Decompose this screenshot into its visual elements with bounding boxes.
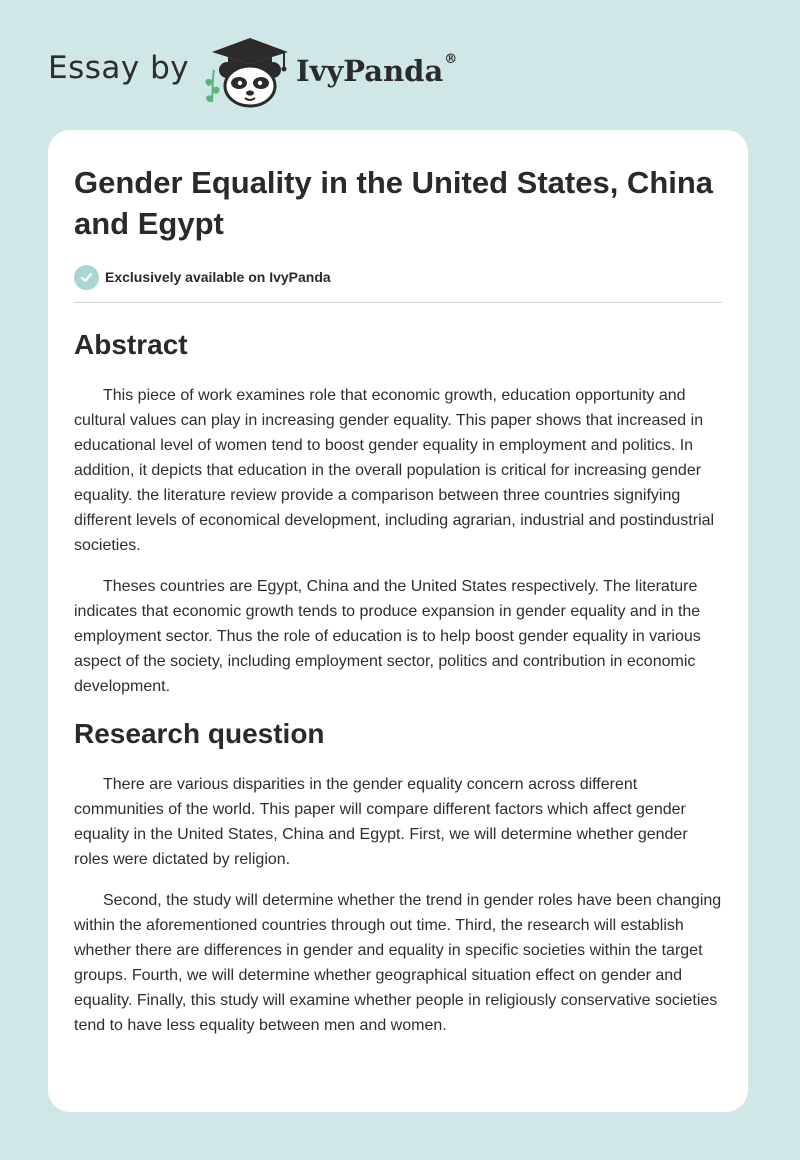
brand-name[interactable] (296, 54, 457, 88)
badge-text: Exclusively available on IvyPanda (105, 269, 331, 285)
paragraph: This piece of work examines role that economic growth, education opportunity and cultural values can play in increasing gender equality. This paper shows that increased in educational level of women tend to boost gender equality in employment and politics. In addition, it depicts that education in the overall population is critical for increasing gender equality. the literature review provide a comparison between three countries signifying different levels of economical development, including agrarian, industrial and postindustrial societies. (74, 387, 715, 554)
exclusive-badge (74, 264, 722, 290)
section-heading-abstract: Abstract (74, 329, 188, 360)
essay-title: Gender Equality in the United States, China and Egypt (74, 165, 714, 241)
brand-text: IvyPanda (296, 54, 444, 88)
registered-mark: ® (444, 52, 458, 67)
panda-graduate-icon[interactable] (200, 36, 294, 108)
essay-content (74, 162, 722, 1038)
paragraph: Second, the study will determine whether the trend in gender roles have been changing within the aforementioned countries through out time. Third, the research will establish whether there are differences in gender and equality in specific societies within the target groups. Fourth, we will determine whether geographical situation effect on gender and equality. Finally, this study will examine whether people in religiously conservative societies tend to have less equality between men and women. (74, 892, 722, 1034)
site-header (0, 0, 800, 130)
paragraph: Theses countries are Egypt, China and the United States respectively. The literature indicates that economic growth tends to produce expansion in gender equality and in the employment sector. Thus the role of education is to help boost gender equality in various aspect of the society, including employment sector, politics and contribution in economic development. (74, 578, 701, 695)
divider (74, 302, 722, 303)
section-heading-research-question: Research question (74, 718, 325, 749)
paragraph: There are various disparities in the gender equality concern across different communities of the world. This paper will compare different factors which affect gender equality in the United States, China and Egypt. First, we will determine whether gender roles were dictated by religion. (74, 776, 688, 868)
essay-card (48, 130, 748, 1112)
essay-by-label: Essay by (48, 50, 190, 86)
check-icon (74, 265, 99, 290)
